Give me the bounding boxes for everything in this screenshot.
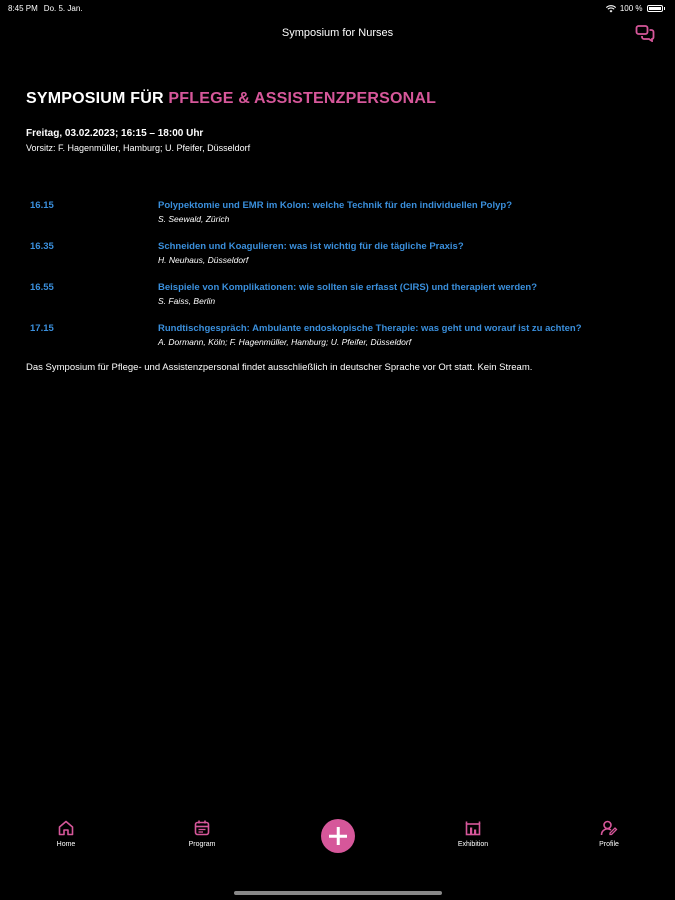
nav-title: Symposium for Nurses — [281, 27, 394, 39]
session-speakers: S. Seewald, Zürich — [158, 214, 230, 224]
add-button[interactable] — [321, 819, 355, 853]
heading-main: SYMPOSIUM FÜR — [26, 90, 169, 107]
tab-home[interactable] — [36, 812, 96, 848]
session-chair: Vorsitz: F. Hagenmüller, Hamburg; U. Pfeifer, Düsseldorf — [26, 143, 251, 153]
session-speakers: S. Faiss, Berlin — [158, 296, 216, 306]
tab-profile-label: Profile — [599, 841, 619, 848]
status-bar — [0, 0, 675, 16]
home-icon — [57, 819, 75, 837]
session-speakers: H. Neuhaus, Düsseldorf — [158, 255, 249, 265]
tab-program-label: Program — [188, 841, 216, 848]
tab-home-label: Home — [56, 841, 76, 848]
session-title-link[interactable]: Polypektomie und EMR im Kolon: welche Technik für den individuellen Polyp? — [158, 200, 513, 211]
session-speakers: A. Dormann, Köln; F. Hagenmüller, Hamburg; U. Pfeifer, Düsseldorf — [158, 337, 412, 347]
session-time: 17.15 — [30, 323, 54, 334]
session-item[interactable] — [30, 282, 650, 323]
session-item[interactable] — [30, 241, 650, 282]
session-time: 16.35 — [30, 241, 54, 252]
session-time: 16.55 — [30, 282, 54, 293]
session-item[interactable] — [30, 323, 650, 364]
exhibition-icon — [464, 819, 482, 837]
heading-accent: PFLEGE & ASSISTENZPERSONAL — [168, 90, 437, 107]
session-title-link[interactable]: Beispiele von Komplikationen: wie sollten sie erfasst (CIRS) und therapiert werden? — [158, 282, 538, 293]
chat-icon[interactable] — [635, 24, 655, 42]
page-heading — [26, 90, 436, 108]
language-note: Das Symposium für Pflege- und Assistenzpersonal findet ausschließlich in deutscher Sprache vor Ort statt. Kein Stream. — [26, 362, 533, 373]
status-date: Do. 5. Jan. — [43, 4, 83, 13]
session-date: Freitag, 03.02.2023; 16:15 – 18:00 Uhr — [26, 128, 204, 139]
home-indicator[interactable] — [234, 891, 442, 895]
battery-icon — [647, 5, 663, 12]
session-title-link[interactable]: Rundtischgespräch: Ambulante endoskopische Therapie: was geht und worauf ist zu achten? — [158, 323, 582, 334]
tab-exhibition[interactable] — [443, 812, 503, 848]
calendar-icon — [193, 819, 211, 837]
tab-program[interactable] — [172, 812, 232, 848]
session-item[interactable] — [30, 200, 650, 241]
profile-icon — [600, 819, 618, 837]
battery-percent: 100 % — [619, 4, 643, 13]
tab-profile[interactable] — [579, 812, 639, 848]
tab-exhibition-label: Exhibition — [457, 841, 489, 848]
session-list — [30, 200, 650, 364]
session-title-link[interactable]: Schneiden und Koagulieren: was ist wichtig für die tägliche Praxis? — [158, 241, 464, 252]
session-time: 16.15 — [30, 200, 54, 211]
tab-bar — [0, 812, 675, 862]
status-time: 8:45 PM — [8, 4, 38, 13]
wifi-icon — [606, 5, 616, 13]
